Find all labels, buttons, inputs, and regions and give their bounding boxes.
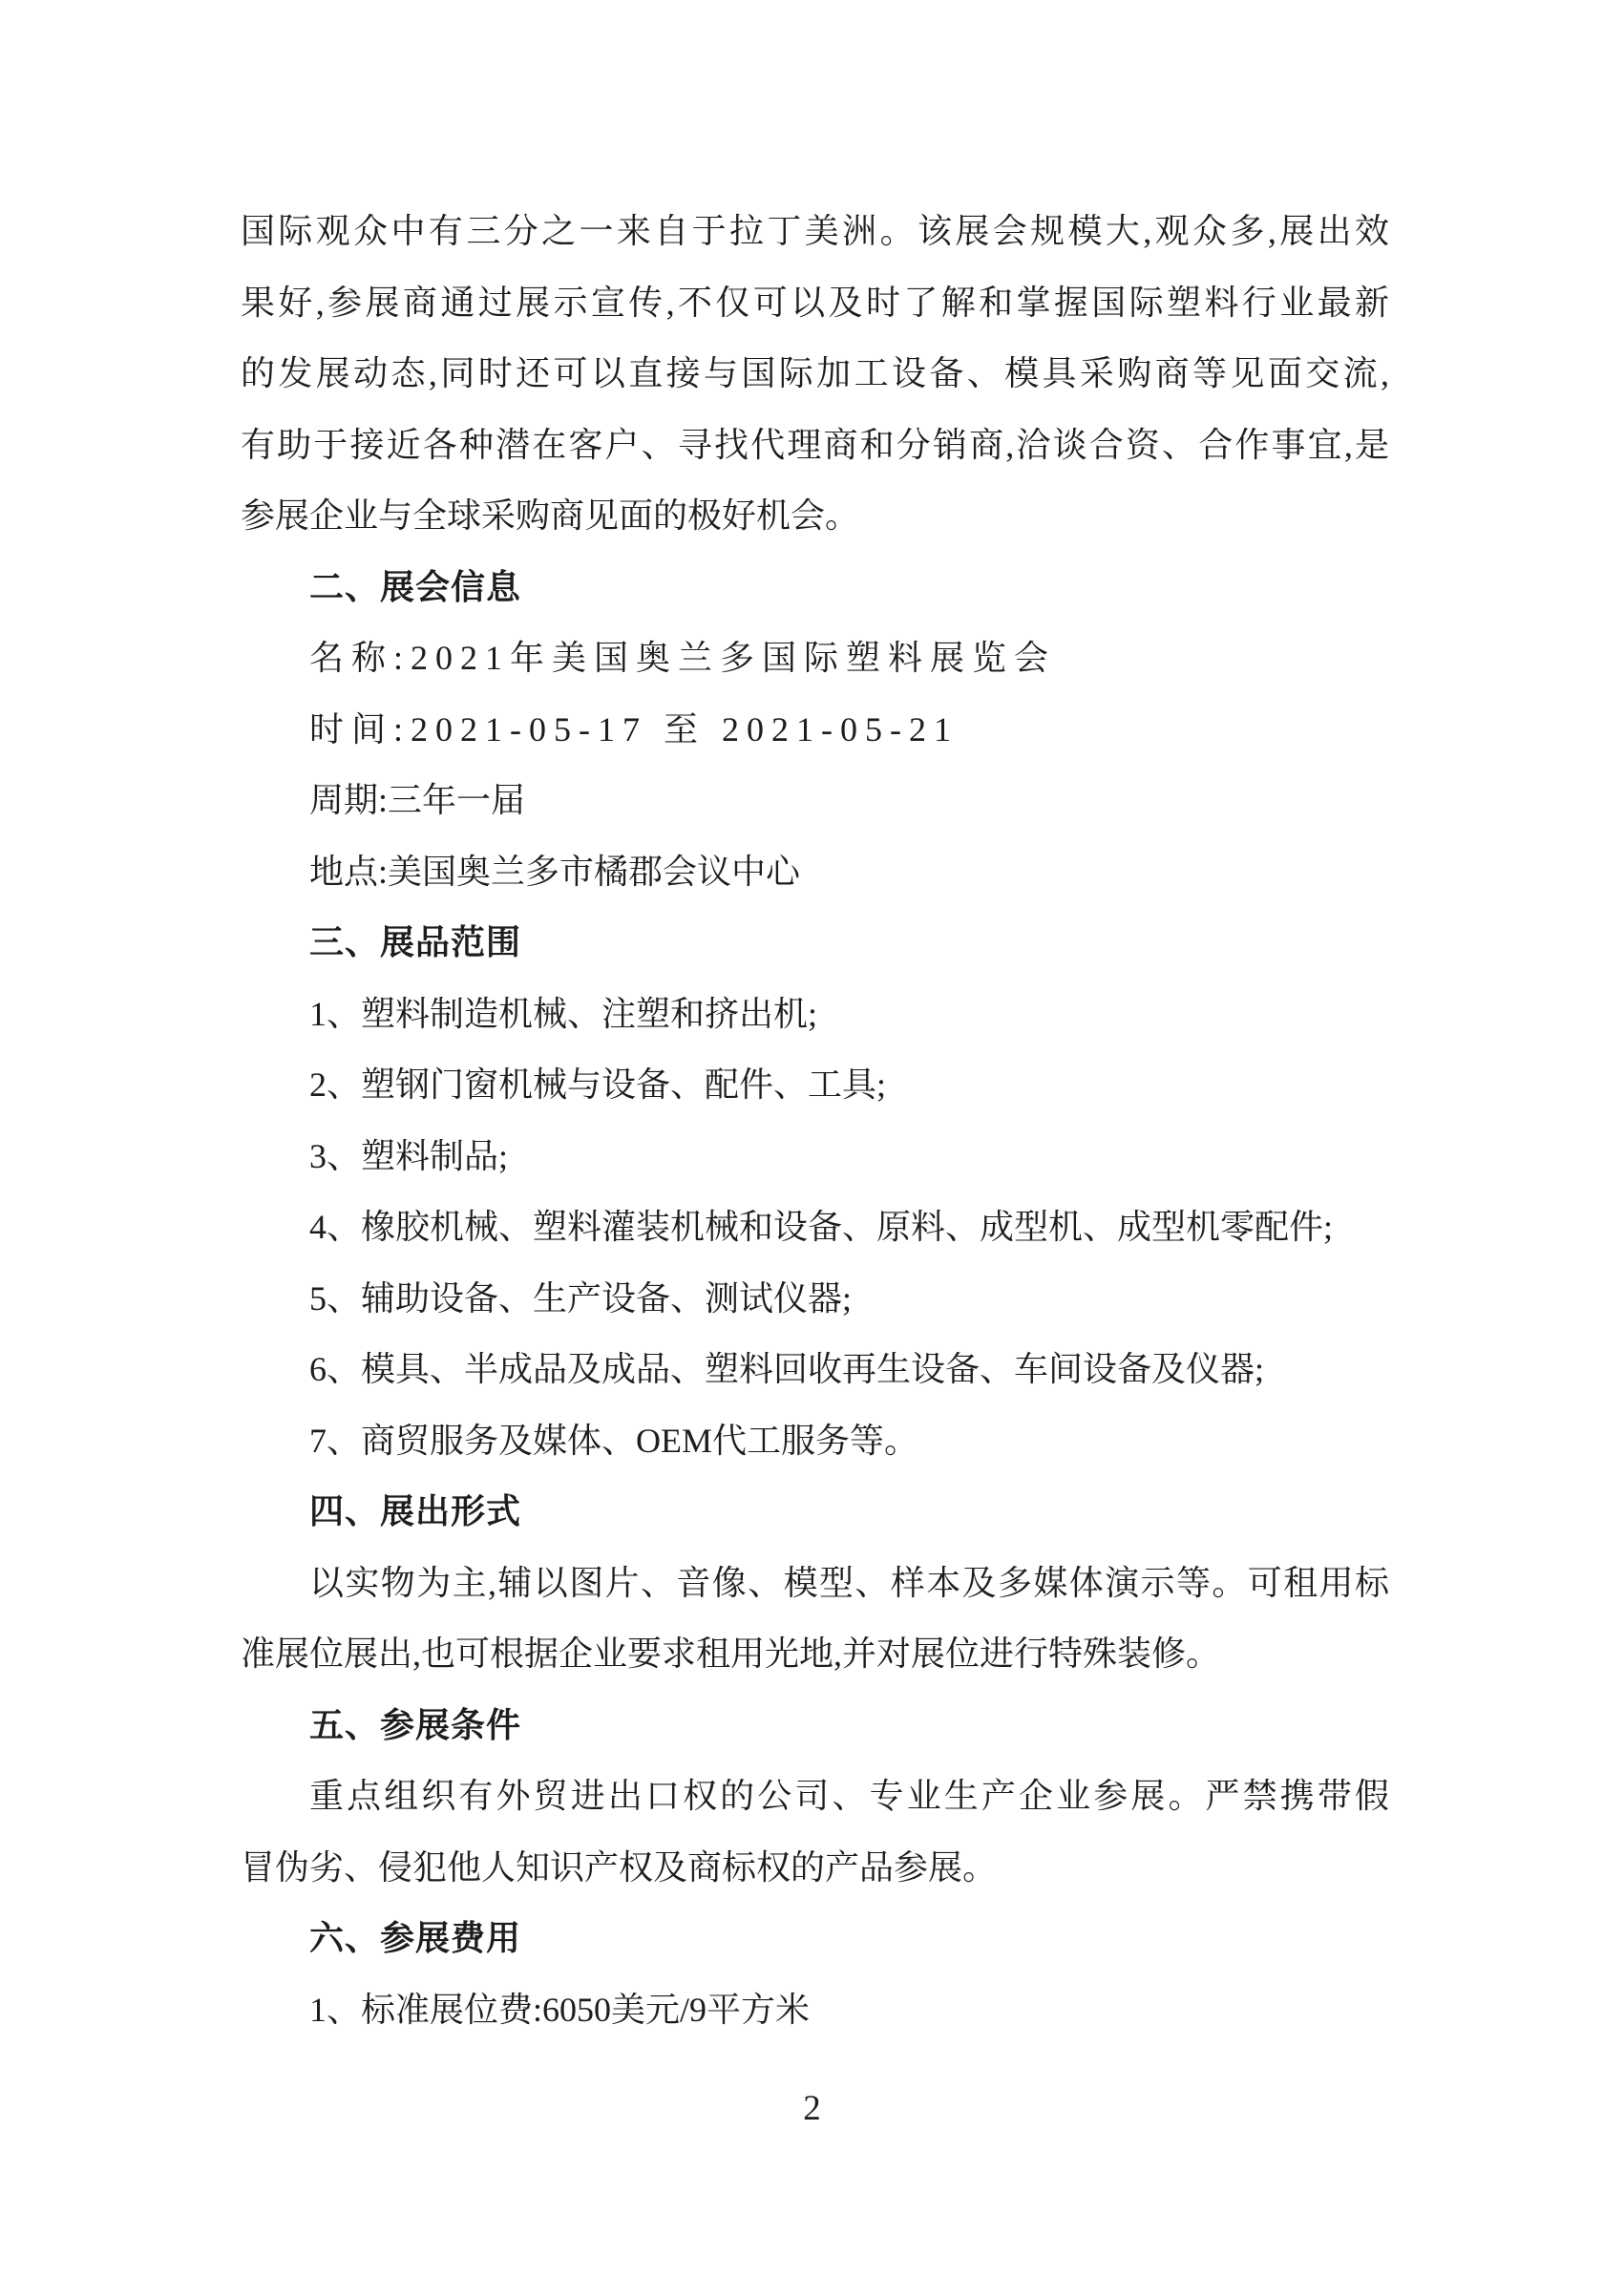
text-line: 参展企业与全球采购商见面的极好机会。 — [241, 496, 860, 535]
section-heading: 五、参展条件 — [309, 1704, 522, 1744]
text-line: 有助于接近各种潜在客户、寻找代理商和分销商,洽谈合资、合作事宜,是 — [241, 425, 1389, 464]
text-line: 国际观众中有三分之一来自于拉丁美洲。该展会规模大,观众多,展出效 — [241, 212, 1389, 250]
text-line: 3、塑料制品; — [309, 1136, 509, 1175]
text-line: 的发展动态,同时还可以直接与国际加工设备、模具采购商等见面交流, — [241, 354, 1389, 392]
document-body — [241, 196, 1389, 2045]
text-line: 准展位展出,也可根据企业要求租用光地,并对展位进行特殊装修。 — [241, 1635, 1221, 1673]
text-line: 名称:2021年美国奥兰多国际塑料展览会 — [309, 639, 1057, 677]
text-line: 时间:2021-05-17 至 2021-05-21 — [309, 709, 959, 749]
text-line: 7、商贸服务及媒体、OEM代工服务等。 — [309, 1421, 918, 1460]
page-number: 2 — [803, 2089, 821, 2128]
text-line: 1、塑料制造机械、注塑和挤出机; — [309, 994, 818, 1033]
text-line: 果好,参展商通过展示宣传,不仅可以及时了解和掌握国际塑料行业最新 — [241, 283, 1389, 322]
text-line: 2、塑钢门窗机械与设备、配件、工具; — [309, 1065, 887, 1104]
text-line: 周期:三年一届 — [309, 781, 526, 819]
section-heading: 六、参展费用 — [309, 1918, 522, 1957]
section-heading: 二、展会信息 — [309, 566, 522, 606]
text-line: 6、模具、半成品及成品、塑料回收再生设备、车间设备及仪器; — [309, 1350, 1265, 1388]
text-line: 1、标准展位费:6050美元/9平方米 — [309, 1990, 811, 2029]
text-line: 重点组织有外贸进出口权的公司、专业生产企业参展。严禁携带假 — [309, 1777, 1389, 1815]
text-line: 地点:美国奥兰多市橘郡会议中心 — [309, 852, 801, 891]
text-line: 以实物为主,辅以图片、音像、模型、样本及多媒体演示等。可租用标 — [309, 1563, 1389, 1602]
section-heading: 四、展出形式 — [309, 1491, 522, 1530]
text-line: 4、橡胶机械、塑料灌装机械和设备、原料、成型机、成型机零配件; — [309, 1208, 1334, 1246]
section-heading: 三、展品范围 — [309, 922, 522, 961]
text-line: 冒伪劣、侵犯他人知识产权及商标权的产品参展。 — [241, 1847, 998, 1887]
text-line: 5、辅助设备、生产设备、测试仪器; — [309, 1278, 853, 1318]
